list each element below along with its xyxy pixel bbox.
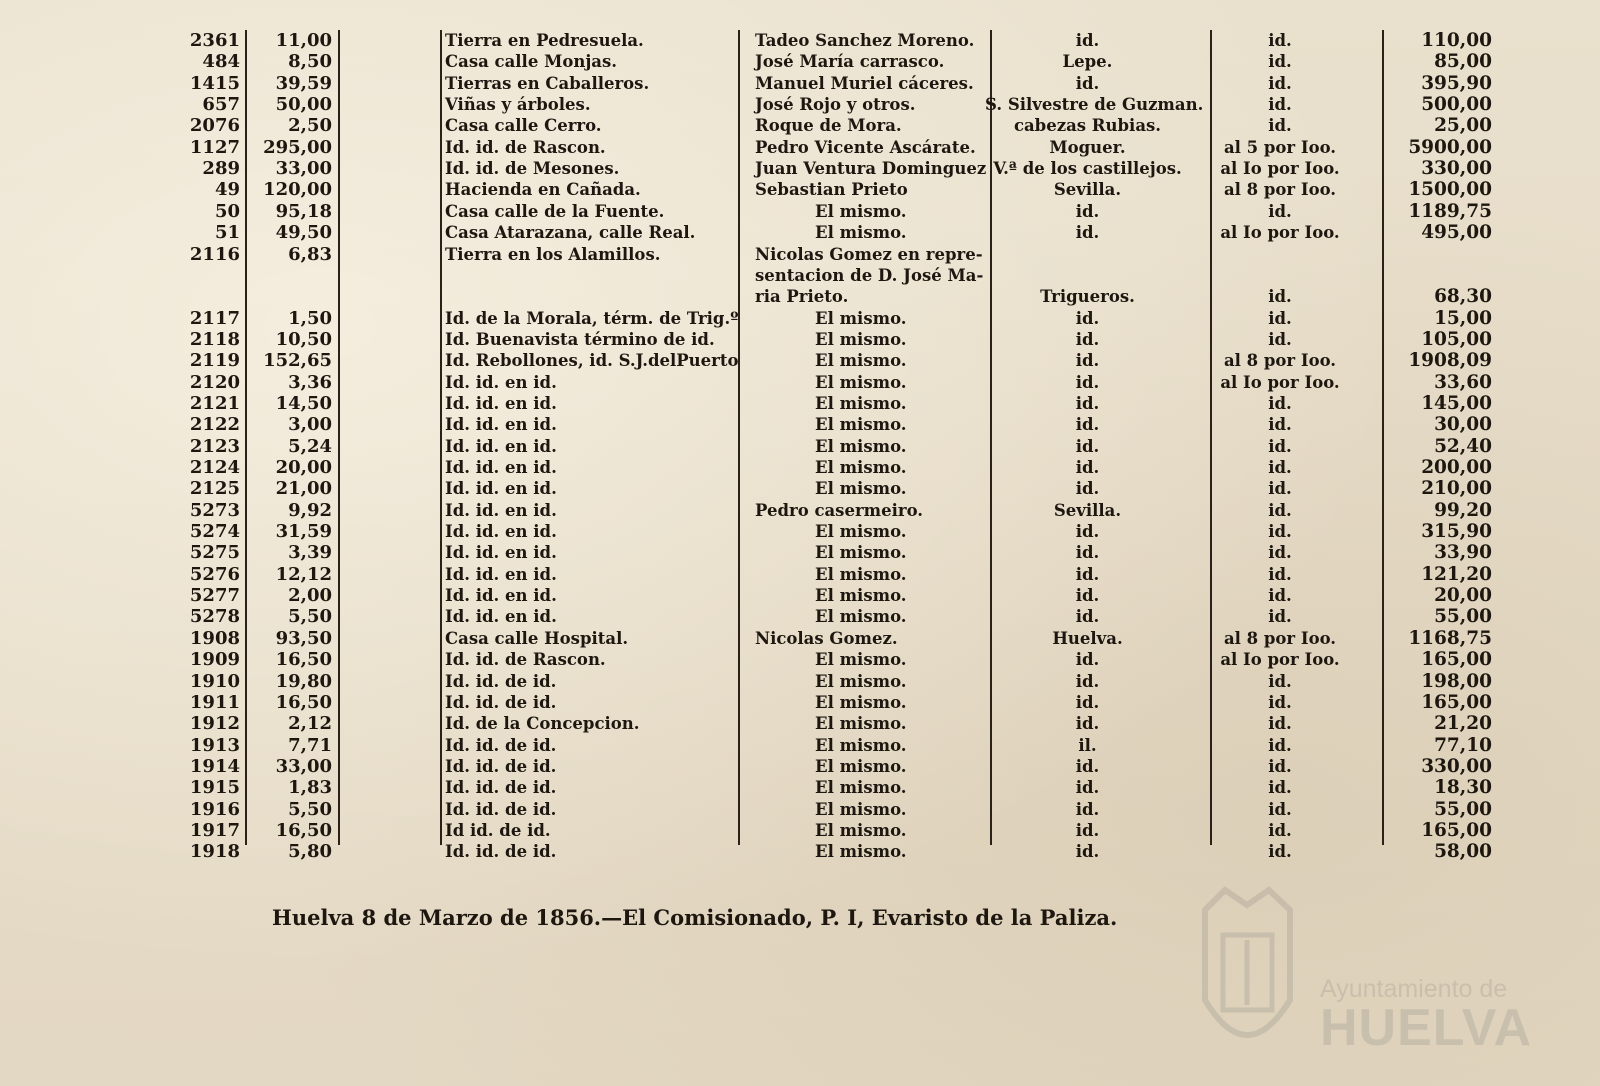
entry-number: 50 <box>214 201 240 222</box>
property-description: Hacienda en Cañada. <box>445 180 641 199</box>
capital-amount: 1500,00 <box>1408 179 1492 200</box>
entry-number: 51 <box>214 222 240 243</box>
capital-amount: 110,00 <box>1421 30 1492 51</box>
entry-number: 1415 <box>189 73 240 94</box>
tenant-name: El mismo. <box>815 736 907 755</box>
rent-value: 11,00 <box>275 30 332 51</box>
capital-amount: 21,20 <box>1434 713 1492 734</box>
property-description: Casa Atarazana, calle Real. <box>445 223 696 242</box>
capital-amount <box>1370 244 1492 265</box>
property-description <box>445 286 735 307</box>
rent-value: 20,00 <box>275 457 332 478</box>
entry-number: 2120 <box>189 372 240 393</box>
property-description: Id. id. en id. <box>445 415 557 434</box>
tenant-name: El mismo. <box>815 309 907 328</box>
town: Trigueros. <box>1040 287 1135 306</box>
property-description: Id. de la Concepcion. <box>445 714 640 733</box>
property-description: Id. id. en id. <box>445 543 557 562</box>
town <box>985 265 1190 286</box>
town: id. <box>1075 479 1100 498</box>
property-description <box>445 265 735 286</box>
entry-number: 657 <box>202 94 240 115</box>
capital-amount: 25,00 <box>1434 115 1492 136</box>
property-description: Id. Rebollones, id. S.J.delPuerto <box>445 351 739 370</box>
tenant-name: El mismo. <box>815 821 907 840</box>
entry-number: 5278 <box>189 606 240 627</box>
capital-amount: 1189,75 <box>1408 201 1492 222</box>
rate: id. <box>1268 607 1292 626</box>
rate: id. <box>1268 842 1292 861</box>
town: id. <box>1075 373 1100 392</box>
tenant-name: El mismo. <box>815 223 907 242</box>
watermark <box>1185 880 1545 1070</box>
town: Huelva. <box>1052 629 1123 648</box>
tenant-name: Manuel Muriel cáceres. <box>755 74 974 93</box>
rent-value: 16,50 <box>275 649 332 670</box>
property-description: Casa calle Monjas. <box>445 52 618 71</box>
rate: id. <box>1268 565 1292 584</box>
property-description: Id. id. en id. <box>445 479 557 498</box>
property-description: Casa calle Cerro. <box>445 116 602 135</box>
rate: id. <box>1268 415 1292 434</box>
watermark-line2: HUELVA <box>1320 999 1533 1057</box>
property-description: Viñas y árboles. <box>445 95 591 114</box>
rate: id. <box>1268 778 1292 797</box>
rent-value: 21,00 <box>275 478 332 499</box>
tenant-name: Sebastian Prieto <box>755 180 908 199</box>
entry-number: 2118 <box>189 329 240 350</box>
property-description: Id. id. de id. <box>445 842 557 861</box>
rate <box>1200 265 1360 286</box>
entry-number <box>170 286 240 307</box>
rent-value: 6,83 <box>288 244 332 265</box>
property-description: Tierra en los Alamillos. <box>445 245 661 264</box>
town: id. <box>1075 800 1100 819</box>
column-rule <box>245 30 247 845</box>
property-description: Id. id. de id. <box>445 778 557 797</box>
capital-amount: 330,00 <box>1421 756 1492 777</box>
entry-number: 1127 <box>189 137 240 158</box>
capital-amount: 165,00 <box>1421 820 1492 841</box>
property-description: Id. id. en id. <box>445 501 557 520</box>
town: Sevilla. <box>1053 180 1122 199</box>
rent-value: 3,00 <box>288 414 332 435</box>
property-description: Id id. de id. <box>445 821 551 840</box>
town: id. <box>1075 74 1100 93</box>
rent-value: 2,50 <box>288 115 332 136</box>
property-description: Id. id. de Rascon. <box>445 650 606 669</box>
capital-amount: 18,30 <box>1434 777 1492 798</box>
entry-number: 1909 <box>189 649 240 670</box>
capital-amount: 165,00 <box>1421 692 1492 713</box>
tenant-name: Pedro casermeiro. <box>755 501 924 520</box>
capital-amount: 1168,75 <box>1408 628 1492 649</box>
capital-amount: 85,00 <box>1434 51 1492 72</box>
tenant-name: El mismo. <box>815 672 907 691</box>
entry-number: 1917 <box>189 820 240 841</box>
rate: al 5 por Ioo. <box>1223 138 1337 157</box>
rent-value: 152,65 <box>263 350 332 371</box>
tenant-name: ria Prieto. <box>755 287 849 306</box>
tenant-name: El mismo. <box>815 800 907 819</box>
tenant-name: El mismo. <box>815 202 907 221</box>
rent-value: 16,50 <box>275 692 332 713</box>
capital-amount <box>1370 265 1492 286</box>
rate: id. <box>1268 287 1292 306</box>
rate: id. <box>1268 821 1292 840</box>
rate: id. <box>1268 458 1292 477</box>
town: S. Silvestre de Guzman. <box>985 95 1204 114</box>
town: id. <box>1075 565 1100 584</box>
rate: id. <box>1268 394 1292 413</box>
entry-number: 5275 <box>189 542 240 563</box>
tenant-name: El mismo. <box>815 693 907 712</box>
tenant-name: El mismo. <box>815 458 907 477</box>
entry-number: 1914 <box>189 756 240 777</box>
rate: id. <box>1268 95 1292 114</box>
rent-value: 2,12 <box>288 713 332 734</box>
property-description: Id. id. de Rascon. <box>445 138 606 157</box>
capital-amount: 55,00 <box>1434 606 1492 627</box>
rent-value: 39,59 <box>275 73 332 94</box>
entry-number: 5276 <box>189 564 240 585</box>
rent-value: 5,80 <box>288 841 332 862</box>
rent-value: 93,50 <box>275 628 332 649</box>
entry-number: 1911 <box>189 692 240 713</box>
property-description: Id. de la Morala, térm. de Trig.º <box>445 309 739 328</box>
property-description: Id. id. de id. <box>445 672 557 691</box>
rate <box>1200 244 1360 265</box>
rent-value: 12,12 <box>275 564 332 585</box>
capital-amount: 15,00 <box>1434 308 1492 329</box>
town: id. <box>1075 757 1100 776</box>
tenant-name: El mismo. <box>815 415 907 434</box>
entry-number: 49 <box>214 179 240 200</box>
property-description: Tierras en Caballeros. <box>445 74 650 93</box>
rate: id. <box>1268 800 1292 819</box>
rent-value <box>250 265 332 286</box>
property-description: Id. id. en id. <box>445 565 557 584</box>
rate: id. <box>1268 31 1292 50</box>
rate: id. <box>1268 693 1292 712</box>
rent-value <box>250 286 332 307</box>
entry-number: 1908 <box>189 628 240 649</box>
capital-amount: 121,20 <box>1421 564 1492 585</box>
property-description: Id. id. de id. <box>445 736 557 755</box>
capital-amount: 68,30 <box>1434 286 1492 307</box>
rent-value: 5,50 <box>288 799 332 820</box>
capital-amount: 58,00 <box>1434 841 1492 862</box>
rate: id. <box>1268 714 1292 733</box>
rate: id. <box>1268 522 1292 541</box>
rate: al 8 por Ioo. <box>1223 351 1337 370</box>
property-description: Id. id. en id. <box>445 394 557 413</box>
town: id. <box>1075 309 1100 328</box>
rent-value: 16,50 <box>275 820 332 841</box>
capital-amount: 30,00 <box>1434 414 1492 435</box>
property-description: Casa calle de la Fuente. <box>445 202 665 221</box>
tenant-name: Nicolas Gomez en repre- <box>755 245 983 264</box>
entry-number: 2121 <box>189 393 240 414</box>
property-description: Casa calle Hospital. <box>445 629 629 648</box>
tenant-name: El mismo. <box>815 394 907 413</box>
capital-amount: 330,00 <box>1421 158 1492 179</box>
property-description: Id. Buenavista término de id. <box>445 330 715 349</box>
tenant-name: Pedro Vicente Ascárate. <box>755 138 976 157</box>
rent-value: 2,00 <box>288 585 332 606</box>
capital-amount: 210,00 <box>1421 478 1492 499</box>
rate: id. <box>1268 586 1292 605</box>
town: V.ª de los castillejos. <box>993 159 1182 178</box>
tenant-name: El mismo. <box>815 437 907 456</box>
rate: id. <box>1268 672 1292 691</box>
rate: al Io por Ioo. <box>1220 373 1340 392</box>
town: Lepe. <box>1062 52 1113 71</box>
rate: id. <box>1268 543 1292 562</box>
rate: id. <box>1268 116 1292 135</box>
tenant-name: El mismo. <box>815 479 907 498</box>
entry-number: 1918 <box>189 841 240 862</box>
entry-number: 1912 <box>189 713 240 734</box>
rent-value: 295,00 <box>263 137 332 158</box>
rate: id. <box>1268 757 1292 776</box>
capital-amount: 33,60 <box>1434 372 1492 393</box>
entry-number: 289 <box>202 158 240 179</box>
town: id. <box>1075 522 1100 541</box>
property-description: Id. id. de id. <box>445 693 557 712</box>
rate: al Io por Ioo. <box>1220 223 1340 242</box>
property-description: Id. id. de id. <box>445 757 557 776</box>
entry-number: 2125 <box>189 478 240 499</box>
rent-value: 5,50 <box>288 606 332 627</box>
capital-amount: 33,90 <box>1434 542 1492 563</box>
tenant-name: José Rojo y otros. <box>755 95 916 114</box>
tenant-name: El mismo. <box>815 565 907 584</box>
tenant-name: El mismo. <box>815 330 907 349</box>
entry-number: 1910 <box>189 671 240 692</box>
rent-value: 19,80 <box>275 671 332 692</box>
town: id. <box>1075 586 1100 605</box>
entry-number: 2123 <box>189 436 240 457</box>
entry-number: 5273 <box>189 500 240 521</box>
capital-amount: 55,00 <box>1434 799 1492 820</box>
tenant-name: sentacion de D. José Ma- <box>755 266 984 285</box>
property-description: Id. id. en id. <box>445 522 557 541</box>
rent-value: 120,00 <box>263 179 332 200</box>
tenant-name: El mismo. <box>815 586 907 605</box>
tenant-name: El mismo. <box>815 757 907 776</box>
property-description: Id. id. en id. <box>445 607 557 626</box>
huelva-coat-of-arms-icon <box>1185 880 1310 1070</box>
entry-number: 484 <box>202 51 240 72</box>
rent-value: 5,24 <box>288 436 332 457</box>
rent-value: 7,71 <box>288 735 332 756</box>
capital-amount: 1908,09 <box>1408 350 1492 371</box>
entry-number <box>170 265 240 286</box>
rate: id. <box>1268 74 1292 93</box>
rate: id. <box>1268 309 1292 328</box>
rent-value: 8,50 <box>288 51 332 72</box>
tenant-name: El mismo. <box>815 714 907 733</box>
rent-value: 95,18 <box>275 201 332 222</box>
tenant-name: José María carrasco. <box>755 52 945 71</box>
capital-amount: 198,00 <box>1421 671 1492 692</box>
tenant-name: El mismo. <box>815 351 907 370</box>
entry-number: 2361 <box>189 30 240 51</box>
rate: al Io por Ioo. <box>1220 650 1340 669</box>
town: id. <box>1075 31 1100 50</box>
capital-amount: 165,00 <box>1421 649 1492 670</box>
tenant-name: El mismo. <box>815 522 907 541</box>
rent-value: 14,50 <box>275 393 332 414</box>
property-description: Id. id. de Mesones. <box>445 159 620 178</box>
capital-amount: 52,40 <box>1434 436 1492 457</box>
rate: id. <box>1268 52 1292 71</box>
rent-value: 33,00 <box>275 158 332 179</box>
town: id. <box>1075 778 1100 797</box>
document-footer: Huelva 8 de Marzo de 1856.—El Comisionado, P. I, Evaristo de la Paliza. <box>272 905 1118 930</box>
town: id. <box>1075 394 1100 413</box>
rent-value: 1,50 <box>288 308 332 329</box>
rate: id. <box>1268 437 1292 456</box>
capital-amount: 200,00 <box>1421 457 1492 478</box>
capital-amount: 395,90 <box>1421 73 1492 94</box>
entry-number: 5274 <box>189 521 240 542</box>
entry-number: 2076 <box>189 115 240 136</box>
capital-amount: 20,00 <box>1434 585 1492 606</box>
rent-value: 10,50 <box>275 329 332 350</box>
entry-number: 2124 <box>189 457 240 478</box>
property-description: Id. id. en id. <box>445 586 557 605</box>
rent-value: 3,36 <box>288 372 332 393</box>
rate: id. <box>1268 202 1292 221</box>
column-rule <box>440 30 442 845</box>
town <box>985 244 1190 265</box>
capital-amount: 77,10 <box>1434 735 1492 756</box>
capital-amount: 99,20 <box>1434 500 1492 521</box>
tenant-name: El mismo. <box>815 650 907 669</box>
column-rule <box>338 30 340 845</box>
town: id. <box>1075 458 1100 477</box>
capital-amount: 105,00 <box>1421 329 1492 350</box>
entry-number: 1916 <box>189 799 240 820</box>
capital-amount: 500,00 <box>1421 94 1492 115</box>
town: id. <box>1075 693 1100 712</box>
entry-number: 5277 <box>189 585 240 606</box>
tenant-name: Roque de Mora. <box>755 116 902 135</box>
property-description: Tierra en Pedresuela. <box>445 31 644 50</box>
entry-number: 2116 <box>189 244 240 265</box>
entry-number: 2117 <box>189 308 240 329</box>
property-description: Id. id. en id. <box>445 437 557 456</box>
tenant-name: Juan Ventura Dominguez <box>755 159 987 178</box>
capital-amount: 5900,00 <box>1408 137 1492 158</box>
rate: al 8 por Ioo. <box>1223 180 1337 199</box>
tenant-name: El mismo. <box>815 778 907 797</box>
tenant-name: El mismo. <box>815 373 907 392</box>
town: cabezas Rubias. <box>1013 116 1162 135</box>
town: id. <box>1075 714 1100 733</box>
entry-number: 2119 <box>189 350 240 371</box>
town: id. <box>1075 842 1100 861</box>
tenant-name: El mismo. <box>815 543 907 562</box>
rate: id. <box>1268 479 1292 498</box>
tenant-name: Tadeo Sanchez Moreno. <box>755 31 975 50</box>
rate: id. <box>1268 736 1292 755</box>
rate: al 8 por Ioo. <box>1223 629 1337 648</box>
capital-amount: 145,00 <box>1421 393 1492 414</box>
watermark-line1: Ayuntamiento de <box>1320 975 1508 1003</box>
town: il. <box>1078 736 1097 755</box>
town: Sevilla. <box>1053 501 1122 520</box>
rent-value: 3,39 <box>288 542 332 563</box>
town: id. <box>1075 543 1100 562</box>
rent-value: 9,92 <box>288 500 332 521</box>
town: id. <box>1075 437 1100 456</box>
tenant-name: Nicolas Gomez. <box>755 629 898 648</box>
capital-amount: 315,90 <box>1421 521 1492 542</box>
rate: id. <box>1268 330 1292 349</box>
property-description: Id. id. de id. <box>445 800 557 819</box>
town: id. <box>1075 821 1100 840</box>
rate: id. <box>1268 501 1292 520</box>
rent-value: 33,00 <box>275 756 332 777</box>
town: id. <box>1075 607 1100 626</box>
rent-value: 31,59 <box>275 521 332 542</box>
property-description: Id. id. en id. <box>445 458 557 477</box>
entry-number: 1915 <box>189 777 240 798</box>
tenant-name: El mismo. <box>815 607 907 626</box>
entry-number: 1913 <box>189 735 240 756</box>
rate: al Io por Ioo. <box>1220 159 1340 178</box>
property-description: Id. id. en id. <box>445 373 557 392</box>
column-rule <box>738 30 740 845</box>
capital-amount: 495,00 <box>1421 222 1492 243</box>
rent-value: 50,00 <box>275 94 332 115</box>
town: id. <box>1075 223 1100 242</box>
entry-number: 2122 <box>189 414 240 435</box>
town: id. <box>1075 650 1100 669</box>
rent-value: 1,83 <box>288 777 332 798</box>
tenant-name: El mismo. <box>815 842 907 861</box>
town: id. <box>1075 351 1100 370</box>
rent-value: 49,50 <box>275 222 332 243</box>
town: id. <box>1075 415 1100 434</box>
town: id. <box>1075 330 1100 349</box>
town: id. <box>1075 202 1100 221</box>
town: id. <box>1075 672 1100 691</box>
town: Moguer. <box>1049 138 1126 157</box>
